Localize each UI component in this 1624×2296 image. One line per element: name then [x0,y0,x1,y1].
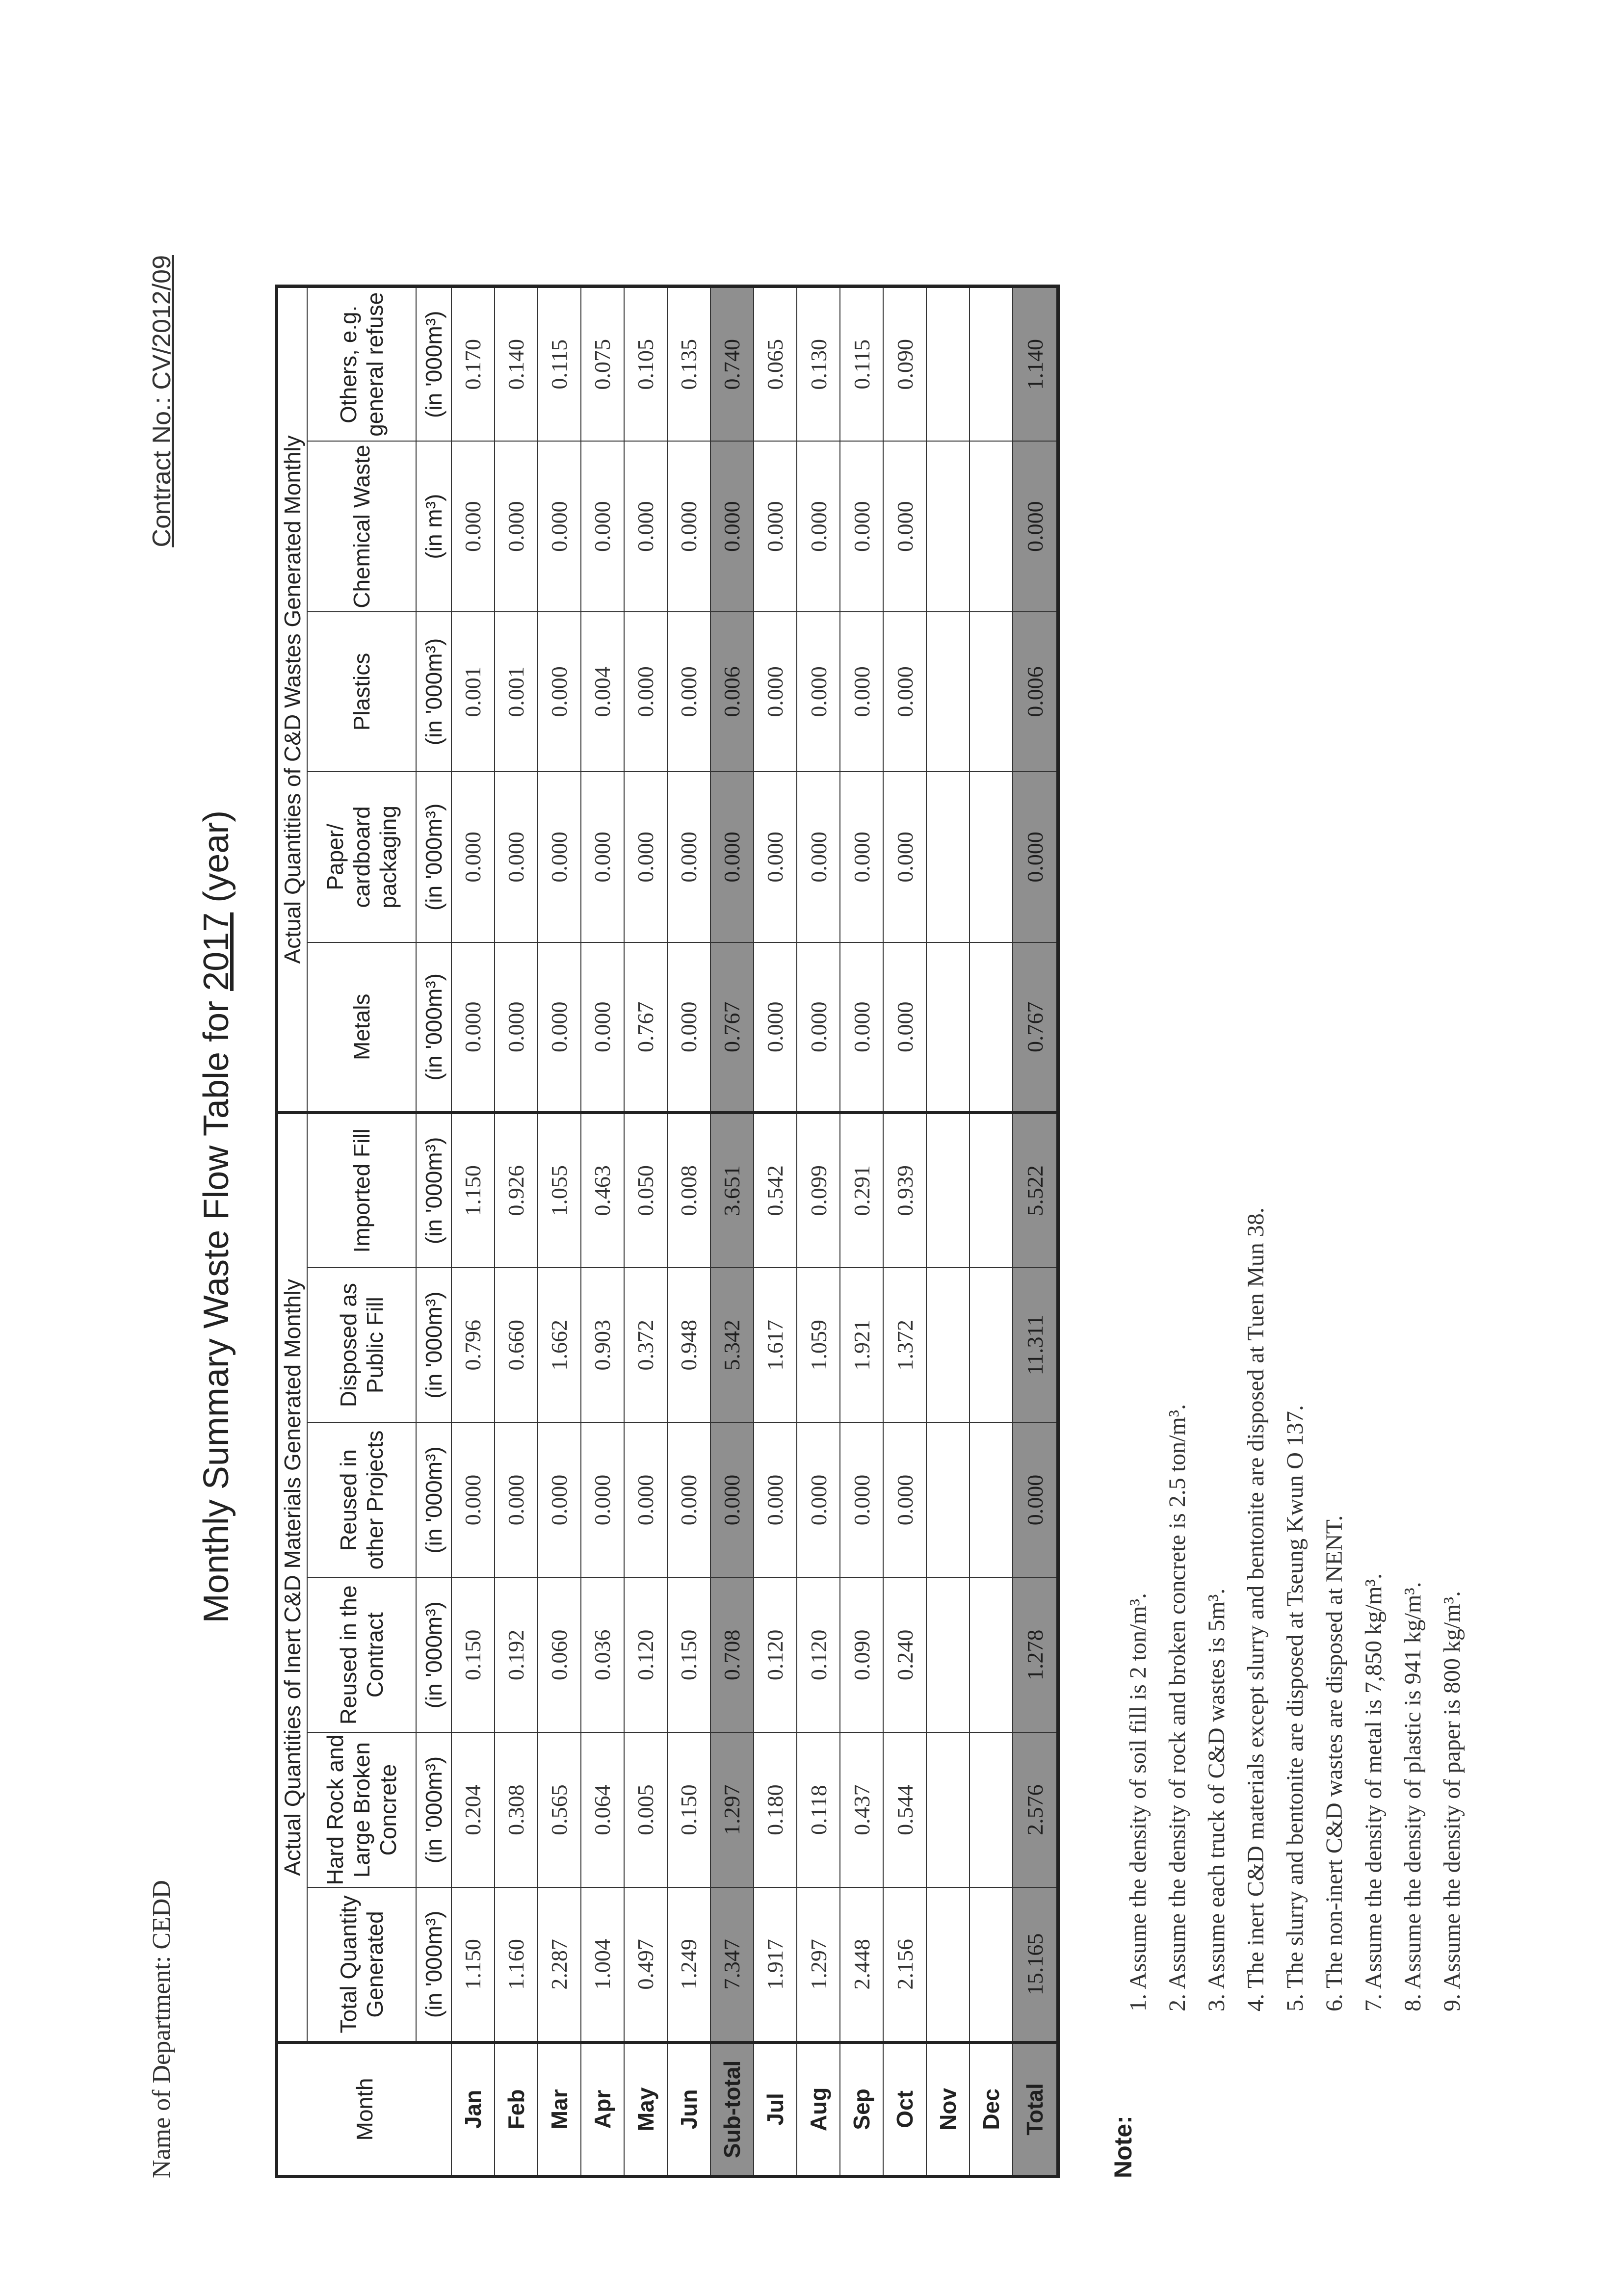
table-row [1013,287,1058,2177]
value-cell: 0.150 [667,1732,710,1887]
value-cell: 0.115 [538,287,581,442]
value-cell: 0.150 [451,1577,495,1732]
value-cell [969,1732,1013,1887]
value-cell: 1.249 [667,1887,710,2042]
value-cell: 3.651 [710,1113,754,1268]
value-cell: 0.000 [667,612,710,772]
value-cell: 1.055 [538,1113,581,1268]
table-row [495,287,538,2177]
value-cell [926,1577,969,1732]
page-title [196,255,236,2178]
month-cell: Sub-total [710,2042,754,2177]
value-cell [969,1577,1013,1732]
column-header-imported-fill: Imported Fill [307,1113,416,1268]
value-cell: 0.903 [581,1268,624,1423]
value-cell: 0.000 [451,1423,495,1578]
value-cell: 0.000 [538,441,581,611]
unit-header: (in m³) [416,441,451,611]
unit-header: (in '000m³) [416,1577,451,1732]
value-cell: 0.036 [581,1577,624,1732]
value-cell: 0.150 [667,1577,710,1732]
note-item: 8. Assume the density of plastic is 941 kg/m³. [1400,1582,1426,2011]
column-header-disposed-as-public-fill: Disposed as Public Fill [307,1268,416,1423]
table-row [624,287,667,2177]
value-cell: 0.565 [538,1732,581,1887]
month-cell: Feb [495,2042,538,2177]
value-cell: 0.000 [451,942,495,1113]
value-cell: 1.140 [1013,287,1058,442]
value-cell: 0.140 [495,287,538,442]
value-cell: 0.796 [451,1268,495,1423]
value-cell: 2.287 [538,1887,581,2042]
note-item: 7. Assume the density of metal is 7,850 kg/m³. [1361,1573,1387,2011]
note-item: 9. Assume the density of paper is 800 kg/m³. [1439,1591,1465,2011]
value-cell: 0.005 [624,1732,667,1887]
month-cell: Jan [451,2042,495,2177]
value-cell: 0.926 [495,1113,538,1268]
value-cell: 0.000 [451,441,495,611]
month-cell: Oct [883,2042,926,2177]
value-cell: 0.060 [538,1577,581,1732]
value-cell: 1.921 [840,1268,883,1423]
column-header-row [307,287,416,2177]
value-cell: 0.120 [754,1577,797,1732]
value-cell: 0.170 [451,287,495,442]
notes-label: Note: [1109,2115,1137,2178]
value-cell: 0.544 [883,1732,926,1887]
value-cell: 0.064 [581,1732,624,1887]
table-row [451,287,495,2177]
value-cell: 0.004 [581,612,624,772]
value-cell: 0.000 [667,441,710,611]
unit-header: (in '000m³) [416,942,451,1113]
value-cell: 0.105 [624,287,667,442]
value-cell: 0.497 [624,1887,667,2042]
unit-header: (in '000m³) [416,1268,451,1423]
value-cell: 0.463 [581,1113,624,1268]
value-cell: 0.000 [754,772,797,942]
unit-header: (in '000m³) [416,612,451,772]
unit-header: (in '000m³) [416,287,451,442]
value-cell: 0.000 [797,441,840,611]
value-cell [926,441,969,611]
value-cell: 0.050 [624,1113,667,1268]
value-cell: 0.000 [840,441,883,611]
value-cell: 0.192 [495,1577,538,1732]
value-cell: 0.767 [710,942,754,1113]
value-cell: 0.000 [883,441,926,611]
note-item: 6. The non-inert C&D wastes are disposed at NENT. [1321,1515,1347,2011]
value-cell: 0.000 [883,942,926,1113]
month-cell: Jul [754,2042,797,2177]
value-cell: 0.000 [1013,441,1058,611]
value-cell: 0.000 [840,612,883,772]
note-item: 3. Assume each truck of C&D wastes is 5m³. [1204,1588,1230,2011]
value-cell: 0.000 [451,772,495,942]
value-cell [926,612,969,772]
noninert-group-header: Actual Quantities of C&D Wastes Generated Monthly [277,287,307,1113]
value-cell [926,1268,969,1423]
value-cell: 0.099 [797,1113,840,1268]
value-cell: 5.342 [710,1268,754,1423]
unit-header: (in '000m³) [416,772,451,942]
table-row [969,287,1013,2177]
department-name: Name of Department: CEDD [148,1880,176,2178]
month-cell: Jun [667,2042,710,2177]
value-cell: 0.135 [667,287,710,442]
unit-header: (in '000m³) [416,1423,451,1578]
value-cell: 5.522 [1013,1113,1058,1268]
value-cell: 0.000 [624,772,667,942]
month-cell: Aug [797,2042,840,2177]
table-row [538,287,581,2177]
value-cell: 1.297 [710,1732,754,1887]
value-cell: 0.120 [797,1577,840,1732]
table-body [451,287,1058,2177]
month-cell: Mar [538,2042,581,2177]
value-cell: 0.000 [667,772,710,942]
value-cell [969,942,1013,1113]
value-cell: 0.180 [754,1732,797,1887]
title-prefix: Monthly Summary Waste Flow Table for [197,991,236,1623]
value-cell: 0.240 [883,1577,926,1732]
value-cell: 1.617 [754,1268,797,1423]
value-cell: 0.118 [797,1732,840,1887]
value-cell: 0.660 [495,1268,538,1423]
value-cell: 0.542 [754,1113,797,1268]
value-cell: 0.000 [883,772,926,942]
value-cell: 0.001 [495,612,538,772]
value-cell: 2.156 [883,1887,926,2042]
value-cell [926,287,969,442]
value-cell [969,1887,1013,2042]
value-cell: 0.000 [883,612,926,772]
value-cell: 2.576 [1013,1732,1058,1887]
month-cell: Total [1013,2042,1058,2177]
value-cell [926,1423,969,1578]
notes-list [1119,343,1472,2011]
value-cell: 0.115 [840,287,883,442]
value-cell [969,287,1013,442]
value-cell: 0.000 [581,772,624,942]
unit-header: (in '000m³) [416,1887,451,2042]
value-cell: 0.090 [883,287,926,442]
value-cell: 1.160 [495,1887,538,2042]
value-cell: 0.948 [667,1268,710,1423]
table-row [883,287,926,2177]
month-cell: Dec [969,2042,1013,2177]
note-item: 4. The inert C&D materials except slurry and bentonite are disposed at Tuen Mun 38. [1243,1207,1269,2011]
value-cell: 0.000 [710,1423,754,1578]
document-page [147,255,1501,2178]
table-row [840,287,883,2177]
value-cell: 0.008 [667,1113,710,1268]
month-cell: Apr [581,2042,624,2177]
value-cell [969,1268,1013,1423]
value-cell: 1.004 [581,1887,624,2042]
value-cell: 0.000 [797,1423,840,1578]
value-cell [969,1423,1013,1578]
value-cell: 0.000 [797,942,840,1113]
value-cell: 0.075 [581,287,624,442]
value-cell: 0.000 [495,942,538,1113]
column-header-plastics: Plastics [307,612,416,772]
month-cell: Nov [926,2042,969,2177]
value-cell: 2.448 [840,1887,883,2042]
value-cell: 0.000 [754,612,797,772]
value-cell [926,1887,969,2042]
month-cell: Sep [840,2042,883,2177]
table-row [926,287,969,2177]
value-cell: 0.065 [754,287,797,442]
column-header-hard-rock-and-large-broken-con: Hard Rock and Large Broken Concrete [307,1732,416,1887]
value-cell: 0.006 [710,612,754,772]
month-cell: May [624,2042,667,2177]
value-cell: 0.767 [1013,942,1058,1113]
table-row [667,287,710,2177]
value-cell: 0.000 [710,772,754,942]
value-cell: 0.000 [883,1423,926,1578]
value-cell: 0.204 [451,1732,495,1887]
title-suffix: (year) [197,810,236,913]
value-cell: 0.000 [840,942,883,1113]
value-cell: 0.120 [624,1577,667,1732]
value-cell: 0.939 [883,1113,926,1268]
value-cell: 15.165 [1013,1887,1058,2042]
value-cell [969,1113,1013,1268]
value-cell [969,441,1013,611]
value-cell: 0.000 [840,772,883,942]
value-cell: 0.000 [624,1423,667,1578]
value-cell: 0.740 [710,287,754,442]
value-cell: 0.372 [624,1268,667,1423]
value-cell: 0.090 [840,1577,883,1732]
value-cell: 1.917 [754,1887,797,2042]
value-cell: 0.000 [667,1423,710,1578]
value-cell: 0.437 [840,1732,883,1887]
value-cell: 0.000 [624,441,667,611]
value-cell: 0.291 [840,1113,883,1268]
month-header: Month [277,2042,451,2177]
column-header-total-quantity-generated: Total Quantity Generated [307,1887,416,2042]
value-cell: 11.311 [1013,1268,1058,1423]
value-cell: 0.000 [538,772,581,942]
value-cell: 0.000 [754,1423,797,1578]
value-cell: 1.150 [451,1887,495,2042]
note-item: 1. Assume the density of soil fill is 2 ton/m³. [1125,1592,1151,2011]
value-cell: 0.000 [797,772,840,942]
value-cell: 0.000 [581,942,624,1113]
value-cell: 1.297 [797,1887,840,2042]
value-cell: 0.000 [538,1423,581,1578]
value-cell: 1.278 [1013,1577,1058,1732]
title-year: 2017 [197,912,236,991]
note-item: 2. Assume the density of rock and broken concrete is 2.5 ton/m³. [1164,1404,1190,2011]
value-cell [926,1732,969,1887]
value-cell: 0.000 [581,1423,624,1578]
value-cell: 0.767 [624,942,667,1113]
unit-header: (in '000m³) [416,1113,451,1268]
value-cell: 0.000 [1013,772,1058,942]
value-cell: 0.000 [538,612,581,772]
value-cell: 0.000 [495,441,538,611]
value-cell: 0.006 [1013,612,1058,772]
value-cell: 0.000 [797,612,840,772]
value-cell: 0.000 [495,1423,538,1578]
value-cell: 0.000 [495,772,538,942]
column-header-reused-in-other-projects: Reused in other Projects [307,1423,416,1578]
table-row [581,287,624,2177]
value-cell: 0.000 [538,942,581,1113]
value-cell [926,942,969,1113]
contract-number: Contract No.: CV/2012/09 [148,255,176,548]
value-cell: 1.059 [797,1268,840,1423]
column-header-chemical-waste: Chemical Waste [307,441,416,611]
value-cell: 0.000 [667,942,710,1113]
table-row [797,287,840,2177]
value-cell [969,612,1013,772]
column-header-metals: Metals [307,942,416,1113]
value-cell: 0.000 [840,1423,883,1578]
value-cell: 0.000 [1013,1423,1058,1578]
value-cell: 0.000 [754,942,797,1113]
note-item: 5. The slurry and bentonite are disposed at Tseung Kwun O 137. [1282,1405,1308,2011]
table-row [710,287,754,2177]
unit-header: (in '000m³) [416,1732,451,1887]
unit-header-row [416,287,451,2177]
column-header-paper-cardboard-packaging: Paper/ cardboard packaging [307,772,416,942]
column-header-reused-in-the-contract: Reused in the Contract [307,1577,416,1732]
value-cell: 0.001 [451,612,495,772]
value-cell: 0.000 [754,441,797,611]
value-cell: 0.000 [581,441,624,611]
value-cell [926,772,969,942]
column-header-others-e-g-general-refuse: Others, e.g. general refuse [307,287,416,442]
value-cell: 1.662 [538,1268,581,1423]
waste-flow-table [275,285,1060,2178]
value-cell: 7.347 [710,1887,754,2042]
value-cell: 0.000 [710,441,754,611]
value-cell: 0.708 [710,1577,754,1732]
value-cell [926,1113,969,1268]
table-row [754,287,797,2177]
value-cell: 0.130 [797,287,840,442]
value-cell [969,772,1013,942]
value-cell: 0.000 [624,612,667,772]
value-cell: 1.372 [883,1268,926,1423]
value-cell: 1.150 [451,1113,495,1268]
inert-group-header: Actual Quantities of Inert C&D Materials Generated Monthly [277,1113,307,2042]
value-cell: 0.308 [495,1732,538,1887]
